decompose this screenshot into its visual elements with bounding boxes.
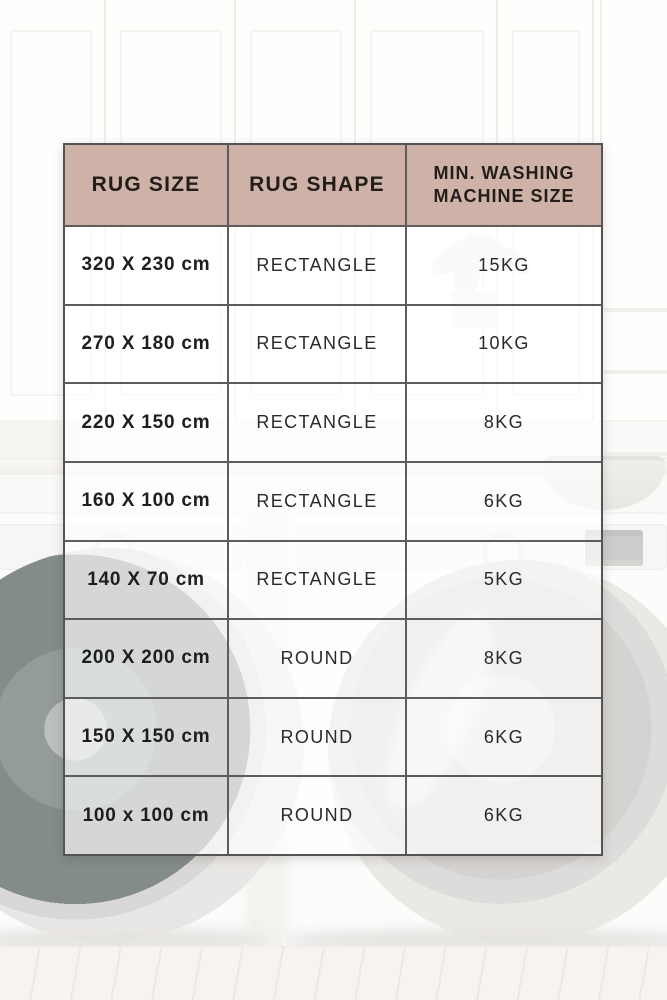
rug-table xyxy=(63,143,603,856)
rug-size-value: 150 X 150 cm xyxy=(81,726,211,748)
rug-shape-cell xyxy=(229,384,407,461)
header-label: RUG SIZE xyxy=(91,173,201,196)
rug-size-value: 270 X 180 cm xyxy=(81,332,211,354)
rug-shape-value: RECTANGLE xyxy=(256,569,378,590)
rug-size-cell xyxy=(65,699,229,776)
rug-size-value: 220 X 150 cm xyxy=(81,411,211,433)
rug-size-cell xyxy=(65,542,229,619)
machine-size-cell xyxy=(407,306,601,383)
machine-size-cell xyxy=(407,227,601,304)
machine-size-cell xyxy=(407,699,601,776)
table-row xyxy=(65,697,601,776)
rug-size-cell xyxy=(65,306,229,383)
rug-size-value: 320 X 230 cm xyxy=(81,254,211,276)
table-row xyxy=(65,540,601,619)
machine-size-value: 5KG xyxy=(483,569,525,590)
table-row xyxy=(65,225,601,304)
table-row xyxy=(65,304,601,383)
rug-shape-cell xyxy=(229,699,407,776)
rug-size-value: 140 X 70 cm xyxy=(87,568,205,590)
table-row xyxy=(65,461,601,540)
rug-size-cell xyxy=(65,384,229,461)
machine-size-cell xyxy=(407,384,601,461)
rug-shape-value: RECTANGLE xyxy=(256,333,378,354)
rug-shape-cell xyxy=(229,620,407,697)
rug-size-cell xyxy=(65,227,229,304)
machine-size-cell xyxy=(407,620,601,697)
rug-size-cell xyxy=(65,620,229,697)
rug-size-cell xyxy=(65,463,229,540)
machine-size-value: 6KG xyxy=(483,726,525,747)
rug-shape-value: ROUND xyxy=(280,726,354,747)
machine-size-value: 6KG xyxy=(483,805,525,826)
rug-size-value: 100 x 100 cm xyxy=(82,804,210,826)
rug-shape-value: ROUND xyxy=(280,805,354,826)
rug-shape-value: RECTANGLE xyxy=(256,254,378,275)
rug-shape-cell xyxy=(229,542,407,619)
rug-size-value: 200 X 200 cm xyxy=(81,647,211,669)
table-row xyxy=(65,775,601,854)
machine-size-value: 15KG xyxy=(478,254,530,275)
rug-shape-cell xyxy=(229,463,407,540)
rug-size-value: 160 X 100 cm xyxy=(81,490,211,512)
header-label: MIN. WASHING MACHINE SIZE xyxy=(433,162,575,206)
rug-shape-cell xyxy=(229,227,407,304)
machine-size-value: 8KG xyxy=(483,412,525,433)
header-cell-rug-shape xyxy=(229,145,407,225)
machine-size-cell xyxy=(407,777,601,854)
rug-shape-cell xyxy=(229,777,407,854)
rug-shape-value: RECTANGLE xyxy=(256,412,378,433)
table-row xyxy=(65,618,601,697)
rug-shape-cell xyxy=(229,306,407,383)
header-label: RUG SHAPE xyxy=(249,173,385,196)
table-row xyxy=(65,382,601,461)
table-header-row xyxy=(65,145,601,225)
machine-size-cell xyxy=(407,542,601,619)
machine-size-value: 8KG xyxy=(483,647,525,668)
machine-size-value: 10KG xyxy=(478,333,530,354)
header-cell-machine-size xyxy=(407,145,601,225)
machine-size-value: 6KG xyxy=(483,490,525,511)
machine-size-cell xyxy=(407,463,601,540)
rug-size-cell xyxy=(65,777,229,854)
rug-shape-value: ROUND xyxy=(280,647,354,668)
header-cell-rug-size xyxy=(65,145,229,225)
rug-shape-value: RECTANGLE xyxy=(256,490,378,511)
